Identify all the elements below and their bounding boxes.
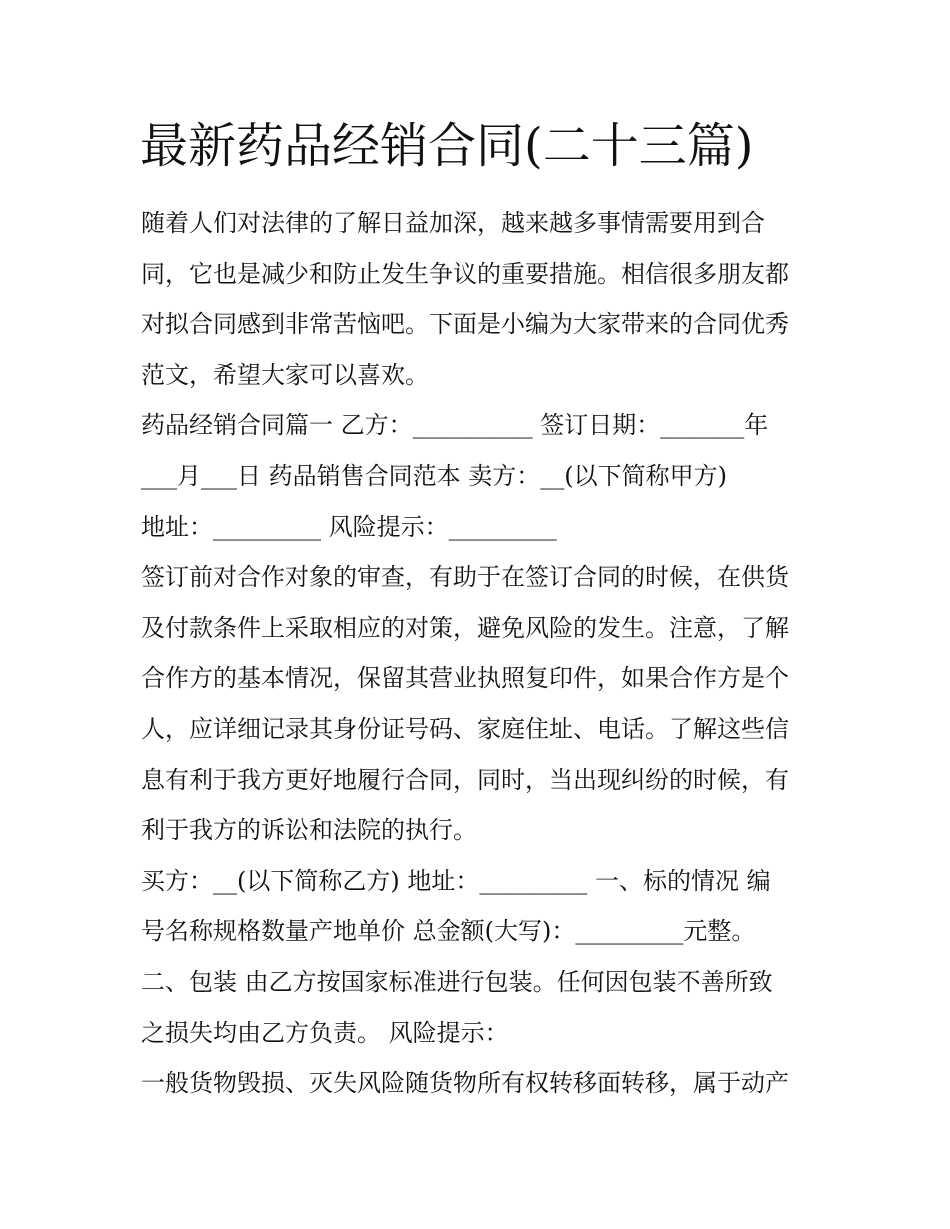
body-line-7: 地址：_________ 风险提示：_________ (141, 512, 557, 541)
body-line-13: 利于我方的诉讼和法院的执行。 (141, 816, 477, 845)
body-line-11: 人，应详细记录其身份证号码、家庭住址、电话。了解这些信 (141, 714, 789, 743)
body-line-3: 对拟合同感到非常苦恼吧。下面是小编为大家带来的合同优秀 (141, 310, 789, 339)
body-line-16: 二、包装 由乙方按国家标准进行包装。任何因包装不善所致 (141, 967, 773, 996)
body-line-4: 范文，希望大家可以喜欢。 (141, 360, 429, 389)
body-line-6: ___月___日 药品销售合同范本 卖方：__(以下简称甲方) (141, 461, 727, 490)
body-line-18: 一般货物毁损、灭失风险随货物所有权转移面转移，属于动产 (141, 1069, 789, 1098)
body-line-9: 及付款条件上采取相应的对策，避免风险的发生。注意，了解 (141, 613, 789, 642)
body-line-8: 签订前对合作对象的审查，有助于在签订合同的时候，在供货 (141, 563, 789, 592)
document-body (141, 198, 821, 1109)
document-title: 最新药品经销合同(二十三篇) (140, 118, 754, 174)
body-line-2: 同，它也是减少和防止发生争议的重要措施。相信很多朋友都 (141, 259, 789, 288)
body-line-15: 号名称规格数量产地单价 总金额(大写)：_________元整。 (141, 917, 756, 946)
body-line-10: 合作方的基本情况，保留其营业执照复印件，如果合作方是个 (141, 664, 789, 693)
body-line-17: 之损失均由乙方负责。 风险提示： (141, 1018, 509, 1047)
body-line-12: 息有利于我方更好地履行合同，同时，当出现纠纷的时候，有 (141, 765, 789, 794)
body-line-5: 药品经销合同篇一 乙方：__________ 签订日期：_______年 (141, 411, 769, 440)
body-line-14: 买方：__(以下简称乙方) 地址：_________ 一、标的情况 编 (141, 866, 771, 895)
body-line-1: 随着人们对法律的了解日益加深，越来越多事情需要用到合 (141, 209, 765, 237)
